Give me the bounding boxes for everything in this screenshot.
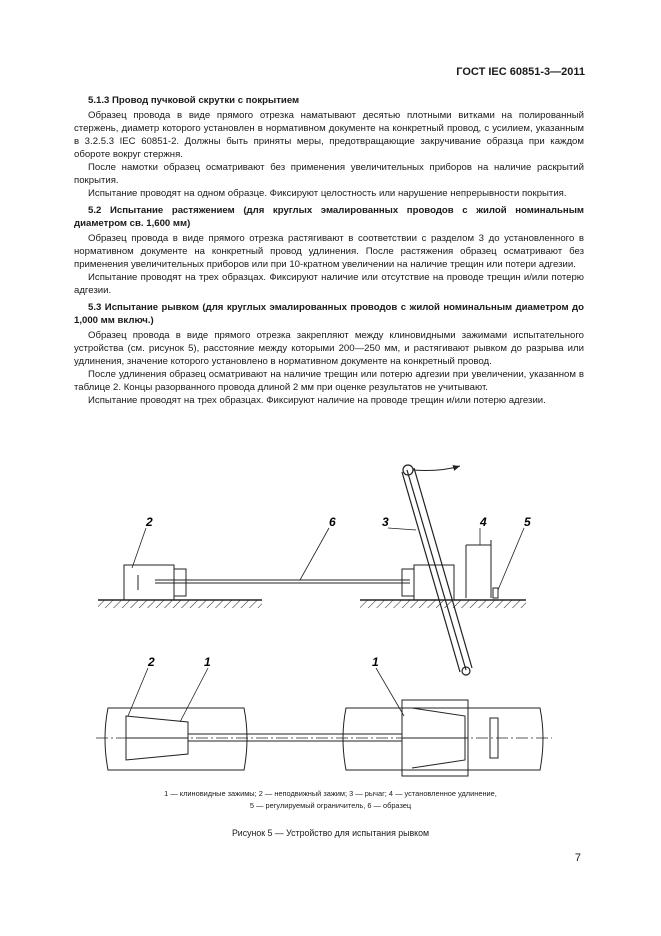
specimen-side — [155, 580, 410, 583]
paragraph: После удлинения образец осматривают на наличие трещин или потерю адгезии при увеличении, указанном в таблице 2. Концы разорванного провода длиной 2 мм при оценке результатов не учитывают. — [74, 369, 584, 393]
paragraph: Образец провода в виде прямого отрезка наматывают десятью плотными витками на полированный стержень, диаметр которого установлен в нормативном документе на конкретный провод, с усилием, указанным в 3.2.5.3 IEC 60851-2. Должны быть приняты меры, предотвращающие закручивание образца при каждом обороте вокруг стержня. — [74, 110, 584, 160]
top-view — [96, 700, 552, 776]
label-5: 5 — [524, 515, 531, 529]
figure-legend — [0, 788, 661, 812]
label-3: 3 — [382, 515, 389, 529]
lever — [402, 465, 472, 675]
label-6: 6 — [329, 515, 336, 529]
ground-left — [98, 600, 262, 608]
document-header: ГОСТ IEC 60851-3—2011 — [456, 66, 585, 78]
label-leaders-top — [128, 668, 404, 722]
legend-line: 5 — регулируемый ограничитель, 6 — образец — [249, 801, 412, 810]
paragraph: Испытание проводят на трех образцах. Фиксируют наличие на проводе трещин и/или потерю адгезии. — [88, 395, 546, 406]
label-2-side: 2 — [146, 515, 153, 529]
paragraph: Образец провода в виде прямого отрезка растягивают в соответствии с разделом 3 до установленного в нормативном документе на конкретный провод удлинения. После растяжения образец осматривают без применения увеличительных приборов или при 10-кратном увеличении на наличие трещин или потери адгезии. — [74, 233, 584, 270]
figure-caption: Рисунок 5 — Устройство для испытания рывком — [231, 828, 430, 838]
label-leaders-side — [132, 528, 524, 590]
heading-5-3: 5.3 Испытание рывком (для круглых эмалированных проводов с жилой номинальным диаметром до 1,000 мм включ.) — [74, 302, 584, 326]
label-1-left: 1 — [204, 655, 211, 669]
adjustable-stop — [466, 540, 498, 598]
lever-motion-arrow — [413, 466, 460, 471]
paragraph: После намотки образец осматривают без применения увеличительных приборов на наличие раскрытий покрытия. — [74, 162, 584, 186]
paragraph: Испытание проводят на одном образце. Фиксируют целостность или нарушение непрерывности покрытия. — [88, 188, 567, 199]
heading-5-2: 5.2 Испытание растяжением (для круглых эмалированных проводов с жилой номинальным диаметром св. 1,600 мм) — [74, 205, 584, 229]
paragraph: Испытание проводят на трех образцах. Фиксируют наличие или отсутствие на проводе трещин и/или потерю адгезии. — [74, 272, 584, 296]
label-1-right: 1 — [372, 655, 379, 669]
legend-line: 1 — клиновидные зажимы; 2 — неподвижный зажим; 3 — рычаг; 4 — установленное удлинение, — [164, 789, 497, 798]
ground-right — [360, 600, 526, 608]
label-2-top: 2 — [148, 655, 155, 669]
label-4: 4 — [480, 515, 487, 529]
heading-5-1-3: 5.1.3 Провод пучковой скрутки с покрытием — [88, 95, 300, 106]
page-number: 7 — [574, 852, 581, 864]
paragraph: Образец провода в виде прямого отрезка закрепляют между клиновидными зажимами испытательного устройства (см. рисунок 5), расстояние между которыми 200—250 мм, и растягивают рывком до разрыва или удлинения, значение которого установлено в нормативном документе на конкретный провод. — [74, 330, 584, 367]
